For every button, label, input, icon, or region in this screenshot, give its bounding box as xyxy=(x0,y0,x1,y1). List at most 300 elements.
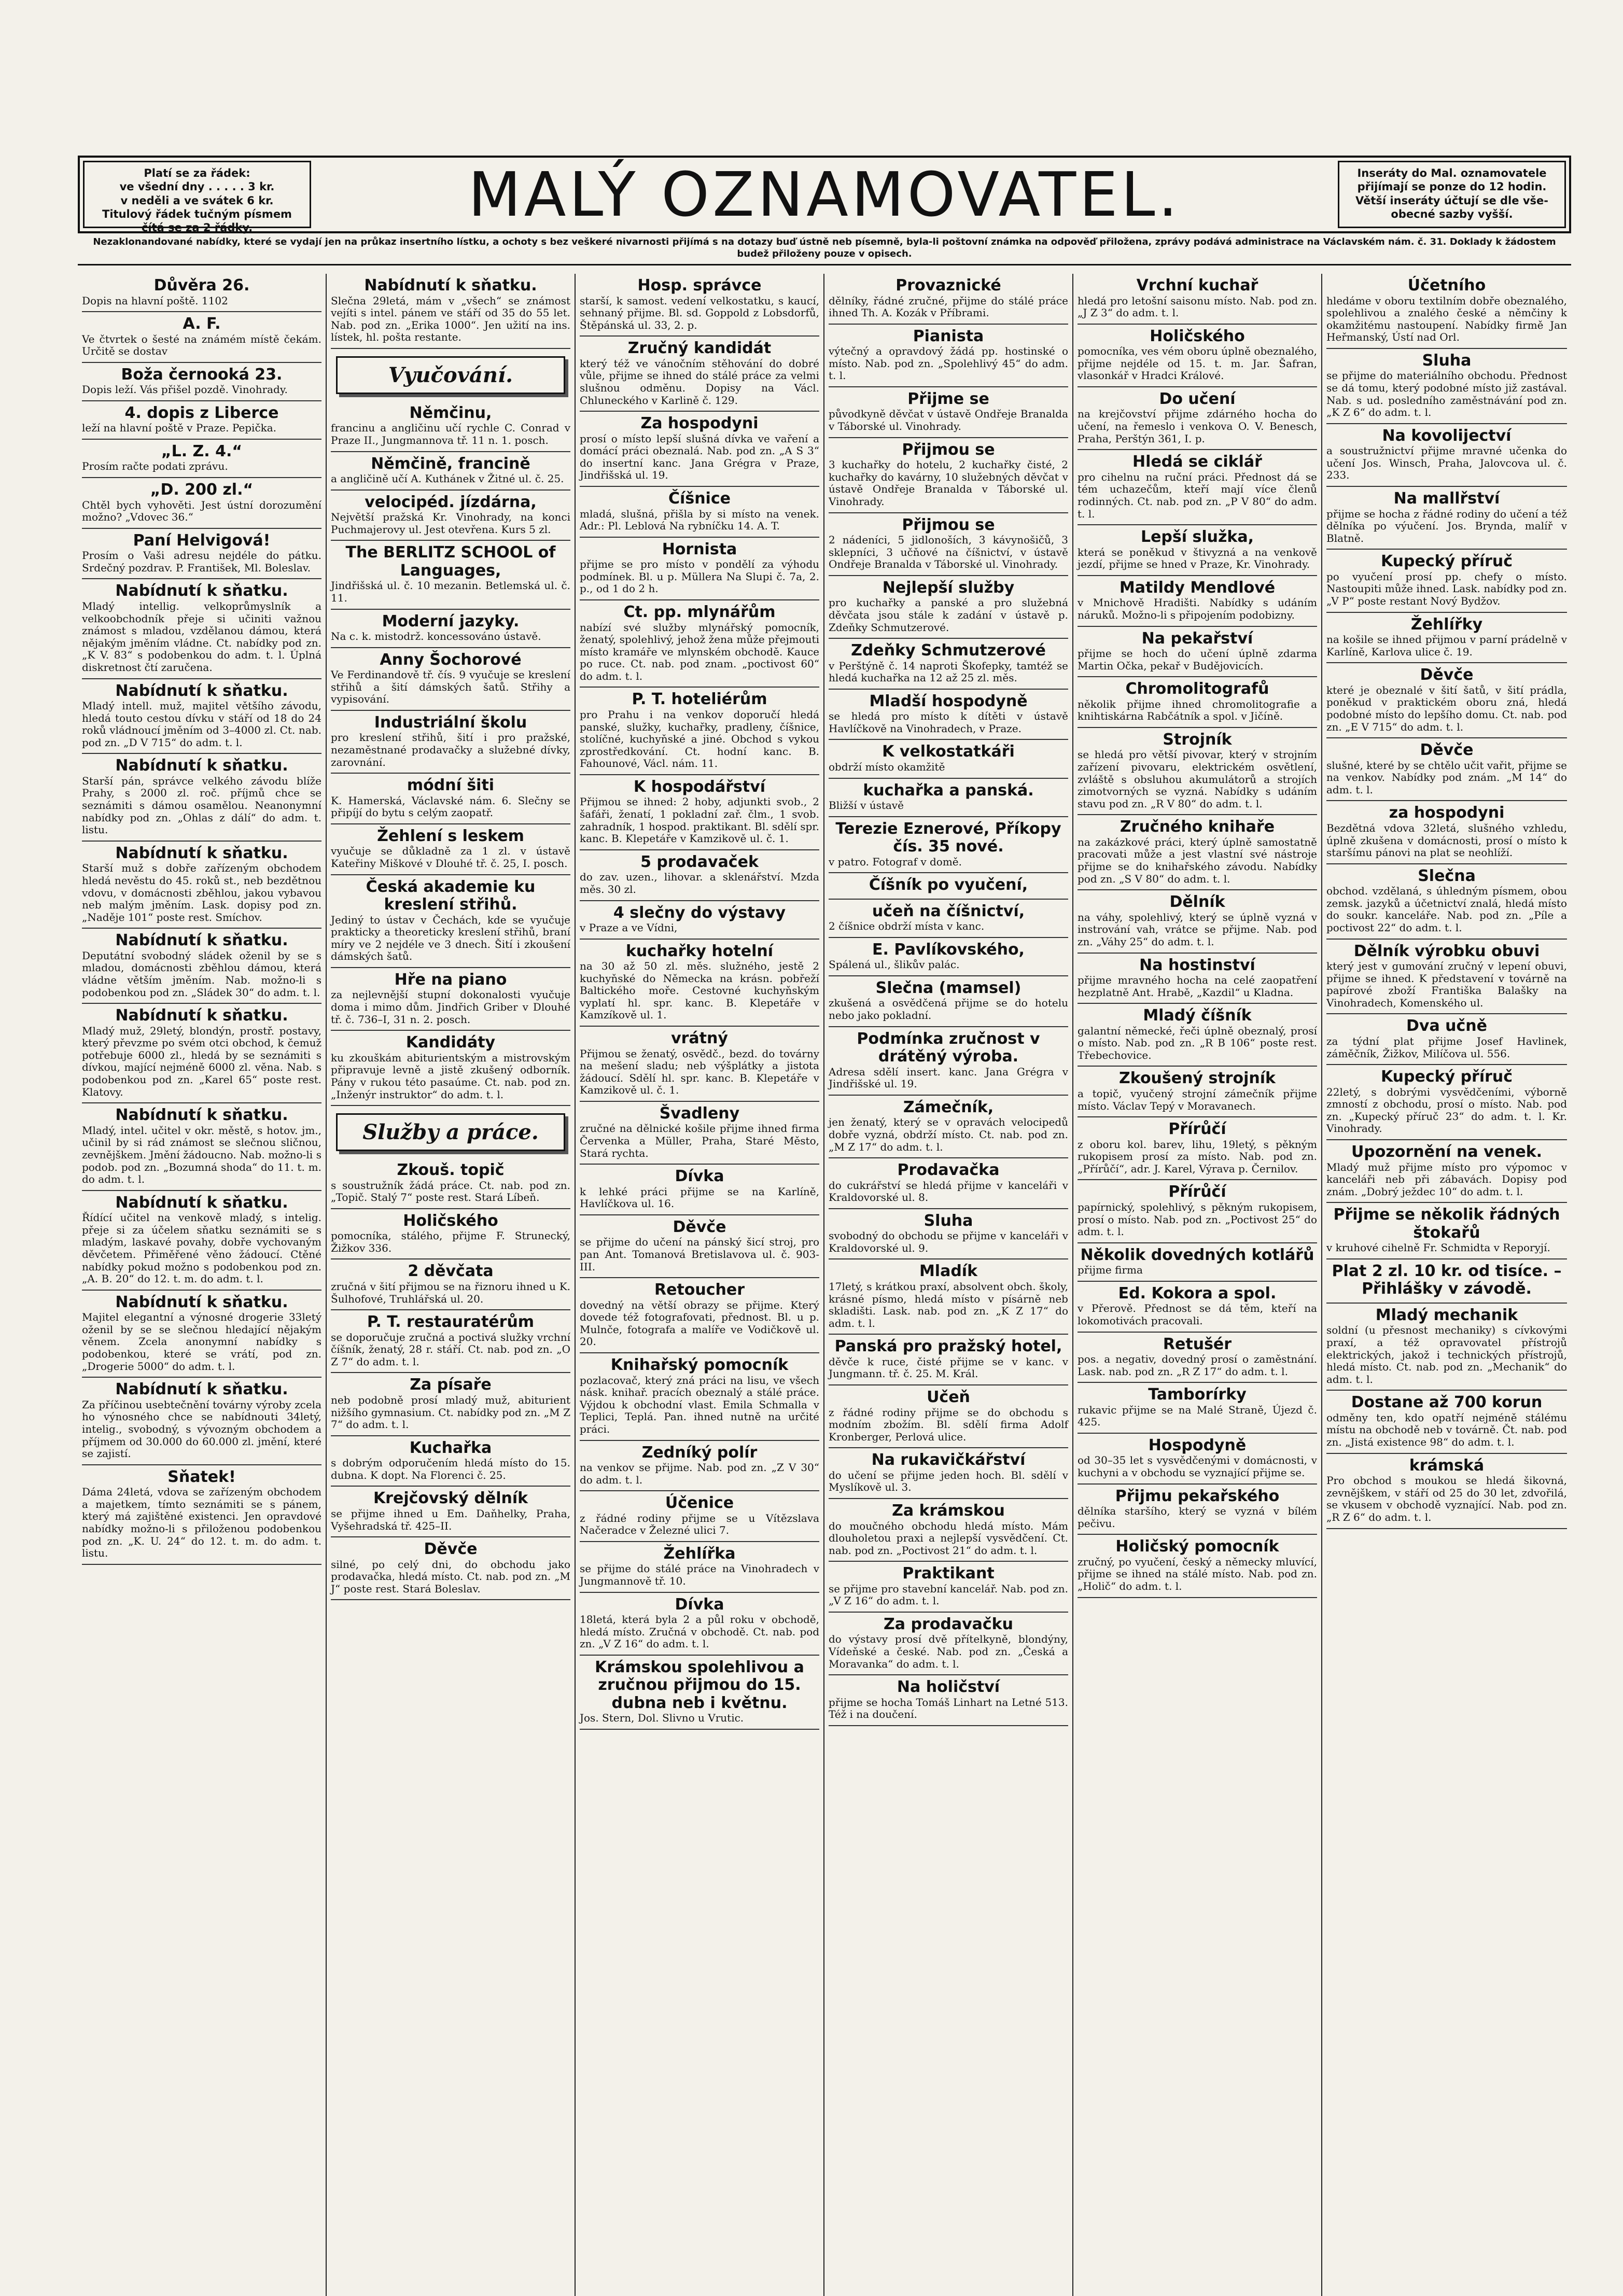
ad-body: obchod. vzdělaná, s úhledným písmem, obou zemsk. jazyků a účetnictví znalá, hledá místo do soukr. kanceláře. Nab. pod zn. „Píle a poctivost 22“ do adm. t. l. xyxy=(1326,885,1567,934)
classified-ad xyxy=(82,1103,321,1191)
ad-body: Mladý muž, 29letý, blondýn, prostř. postavy, který převzme po svém otci obchod, k čemuž potřebuje 6000 zl., hledá by se seznámiti s dívkou, mající nejméně 6000 zl. věna. Nab. s podobenkou pod zn. „Karel 65“ poste rest. Klatovy. xyxy=(82,1024,321,1098)
classified-ad xyxy=(1326,349,1567,424)
ad-headline: Hospodyně xyxy=(1148,1436,1247,1454)
ad-headline: Hornista xyxy=(662,540,737,558)
classified-ad xyxy=(331,274,570,349)
ads-columns xyxy=(78,274,1571,2296)
ad-headline: za hospodyni xyxy=(1389,804,1505,822)
ad-headline: Němčinu, xyxy=(409,403,492,422)
ads-column xyxy=(1073,274,1322,2296)
ad-headline: A. F. xyxy=(183,315,221,333)
ad-body: se přijme do učení na pánský šicí stroj, pro pan Ant. Tomanová Bretislavova ul. č. 903-III. xyxy=(580,1236,819,1273)
ad-headline: Holičský pomocník xyxy=(1115,1537,1279,1556)
ad-body: Mladý muž přijme místo pro výpomoc v kanceláři neb při zábavách. Dopisy pod znám. „Dobrý ježdec 10“ do adm. t. l. xyxy=(1326,1160,1567,1198)
ad-headline: Zručného knihaře xyxy=(1120,818,1275,836)
classified-ad xyxy=(1078,627,1317,678)
ad-body: nabízí své služby mlynářský pomocník, ženatý, spolehlivý, jehož žena může přejmouti místo kramáře ve mlynském obchodě. Kauce po ruce. Ct. nab. pod znam. „poctivost 60“ do adm. t. l. xyxy=(580,621,819,682)
ad-headline: Česká akademie ku kreslení střihů. xyxy=(366,877,536,914)
ad-body: Adresa sdělí insert. kanc. Jana Grégra v Jindřišské ul. 19. xyxy=(829,1065,1068,1090)
ad-body: k lehké práci přijme se na Karlíně, Havlíčkova ul. 16. xyxy=(580,1185,819,1210)
ad-headline: Anny Šochorové xyxy=(380,650,522,669)
ad-headline: Přijmou se xyxy=(902,515,995,534)
ad-body: a angličině učí A. Kuthánek v Žitné ul. č. 25. xyxy=(331,472,564,485)
classified-ad xyxy=(82,1378,321,1465)
ad-body: Dopis na hlavní poště. 1102 xyxy=(82,294,228,307)
ad-body: Největší pražská Kr. Vinohrady, na konci Puchmajerovy ul. Jest otevřena. Kurs 5 zl. xyxy=(331,511,570,536)
classified-ad xyxy=(331,610,570,648)
classified-ad xyxy=(580,850,819,901)
classified-ad xyxy=(1078,954,1317,1004)
ad-headline: Za prodavačku xyxy=(884,1615,1013,1633)
ad-headline: Děvče xyxy=(1420,741,1474,760)
ad-headline: Mladý číšník xyxy=(1143,1006,1252,1025)
ad-body: za nejlevnější stupní dokonalosti vyučuje doma i mimo dům. Jindřich Griber v Dlouhé tř. č. 736–I, 31 n. 2. posch. xyxy=(331,988,570,1026)
classified-ad xyxy=(1078,387,1317,450)
ad-body: Dáma 24letá, vdova se zařízeným obchodem a majetkem, tímto seznámiti se s pánem, který má zajištěné existenci. Jen opravdové nabídky možno-li s přiloženou podobenkou pod zn. „K. U. 24“ do 12. t. m. do adm. t. listu. xyxy=(82,1486,321,1560)
classified-ad xyxy=(1326,663,1567,738)
classified-ad xyxy=(829,690,1068,740)
ad-body: zručný, po vyučení, český a německy mluvící, přijme se ihned na stálé místo. Nab. pod zn. „Holič“ do adm. t. l. xyxy=(1078,1555,1317,1592)
ad-headline: Praktikant xyxy=(902,1564,995,1583)
ad-headline: Na rukavičkářství xyxy=(871,1451,1026,1469)
ads-column xyxy=(78,274,327,2296)
classified-ad xyxy=(829,1499,1068,1562)
ad-headline: K hospodářství xyxy=(633,777,766,796)
ad-body: Jindřišská ul. č. 10 mezanin. Betlemská ul. č. 11. xyxy=(331,579,570,604)
ad-headline: Přijme se xyxy=(907,389,989,408)
ad-body: který jest v gumování zručný v lepení obuvi, přijme se ihned. K představení v továrně na papírové zboží Františka Balašky na Vinohradech, Komenského ul. xyxy=(1326,960,1567,1009)
ad-body: Přijmou se ihned: 2 hoby, adjunkti svob., 2 šafáři, ženatí, 1 pokladní zař. člm., 1 svob. zahradník, 1 hospod. praktikant. Bl. sdělí spr. kanc. B. Klepetáře v Kamzikově ul. č. 1. xyxy=(580,795,819,845)
ad-headline: Nabídnutí k sňatku. xyxy=(115,844,288,862)
ad-body: na váhy, spolehlivý, který se úplně vyzná v instrování vah, vrátce se přijme. Nab. pod zn. „Váhy 25“ do adm. t. l. xyxy=(1078,911,1317,948)
ad-headline: Důvěra 26. xyxy=(153,276,250,295)
ad-headline: Lepší služka, xyxy=(1140,528,1254,547)
classified-ad xyxy=(1078,274,1317,325)
classified-ad xyxy=(829,1209,1068,1260)
ad-body: v Přerově. Přednost se dá těm, kteří na lokomotivách pracovali. xyxy=(1078,1302,1317,1327)
ad-body: rukavic přijme se na Malé Straně, Újezd č. 425. xyxy=(1078,1403,1317,1429)
ad-headline: Nejlepší služby xyxy=(882,578,1015,597)
ad-body: z řádné rodiny přijme se do obchodu s modním zbožím. Bl. sdělí firma Adolf Kronberger, Perlová ulice. xyxy=(829,1406,1068,1443)
classified-ad xyxy=(829,1613,1068,1675)
ad-body: pos. a negativ, dovedný prosí o zaměstnání. Lask. nab. pod zn. „R Z 17“ do adm. t. l. xyxy=(1078,1353,1317,1378)
ad-body: svobodný do obchodu se přijme v kanceláři v Kraldovorské ul. 9. xyxy=(829,1229,1068,1254)
ad-body: do učení se přijme jeden hoch. Bl. sdělí v Myslíkově ul. 3. xyxy=(829,1468,1068,1494)
ad-headline: Plat 2 zl. 10 kr. od tisíce. – Přihlášky v závodě. xyxy=(1332,1262,1562,1298)
ad-body: Slečna 29letá, mám v „všech“ se známost vejíti s intel. pánem ve stáří od 35 do 55 let. Nab. pod zn. „Erika 1000“. Jen užití na ins. lístek, hl. pošta restante. xyxy=(331,294,570,344)
ad-body: který též ve vánočním stěhování do dobré vůle, přijme se ihned do stálé práce za velmi slušnou odměnu. Dopisy na Václ. Chluneckého v Karlině č. 129. xyxy=(580,357,819,407)
ad-headline: Chromolitografů xyxy=(1125,680,1269,698)
ad-headline: velocipéd. jízdárna, xyxy=(365,493,537,511)
ad-body: prosí o místo lepší slušná dívka ve vaření a domácí práci obeznalá. Nab. pod zn. „A S 3“ do insertní kanc. Jana Grégra v Praze, Jindřišská ul. 19. xyxy=(580,432,819,482)
ad-headline: módní šiti xyxy=(407,776,495,795)
classified-ad xyxy=(1078,815,1317,890)
ad-headline: Dostane až 700 korun xyxy=(1351,1393,1543,1412)
classified-ad xyxy=(580,1542,819,1593)
classified-ad xyxy=(331,401,570,452)
ad-body: v Praze a ve Vídni, xyxy=(580,921,678,934)
classified-ad xyxy=(331,1031,570,1106)
classified-ad xyxy=(580,1353,819,1440)
ad-body: Bezdětná vdova 32letá, slušného vzhledu, úplně zkušena v domácnosti, prosí o místo k staršímu pánovi na plat se neohlíží. xyxy=(1326,821,1567,859)
ad-body: 22letý, s dobrými vysvědčeními, výborně zmností z obchodu, prosí o místo. Nab. pod zn. „Kupecký příruč 23“ do adm. t. l. Kr. Vinohrady. xyxy=(1326,1085,1567,1135)
classified-ad xyxy=(829,938,1068,976)
classified-ad xyxy=(1326,1391,1567,1453)
ad-body: Pro obchod s moukou se hledá šikovná, zevnějškem, v stáří od 25 do 30 let, zdvořilá, se vkusem v obchodě vyznající. Nab. pod zn. „R Z 6“ do adm. t. l. xyxy=(1326,1474,1567,1523)
ad-body: se hledá pro větší pivovar, který v strojním zařízení pivovaru, elektrickém osvětlení, zvláště s obsluhou akumulátorů a strojích zimotvorných se vyzná. Nabídky s udáním stavu pod zn. „R V 80“ do adm. t. l. xyxy=(1078,748,1317,810)
ad-body: do cukrářství se hledá přijme v kanceláři v Kraldovorské ul. 8. xyxy=(829,1179,1068,1204)
ad-headline: P. T. restauratérům xyxy=(367,1313,535,1332)
classified-ad xyxy=(829,576,1068,639)
classified-ad xyxy=(331,541,570,609)
ad-body: z oboru kol. barev, lihu, 19letý, s pěkným rukopisem prosí za místo. Nab. pod zn. „Přírůčí“, adr. J. Karel, Výrava p. Černilov. xyxy=(1078,1138,1317,1175)
classified-ad xyxy=(82,679,321,754)
classified-ad xyxy=(1326,550,1567,612)
classified-ad xyxy=(82,1191,321,1291)
ad-body: do zav. uzen., lihovar. a sklenářství. Mzda měs. 30 zl. xyxy=(580,871,819,895)
ad-headline: krámská xyxy=(1409,1456,1485,1475)
classified-ad xyxy=(82,478,321,529)
ad-headline: Industriální školu xyxy=(374,713,527,732)
ad-body: 18letá, která byla 2 a půl roku v obchodě, hledá místo. Zručná v obchodě. Ct. nab. pod zn. „V Z 16“ do adm. t. l. xyxy=(580,1613,819,1650)
ad-headline: Mladík xyxy=(919,1262,978,1281)
classified-ad xyxy=(331,1158,570,1209)
ad-headline: Nabídnutí k sňatku. xyxy=(115,681,288,700)
classified-ad xyxy=(82,312,321,363)
classified-ad xyxy=(580,1441,819,1492)
classified-ad xyxy=(1326,424,1567,487)
ad-headline: Kandidáty xyxy=(405,1033,496,1052)
classified-ad xyxy=(829,438,1068,513)
ad-headline: učeň na číšnictví, xyxy=(872,902,1025,920)
ad-headline: Několik dovedných kotlářů xyxy=(1080,1245,1314,1264)
ad-headline: Do učení xyxy=(1159,389,1236,408)
ad-body: po vyučení prosí pp. chefy o místo. Nastoupiti může ihned. Lask. nabídky pod zn. „V P“ poste restant Nový Bydžov. xyxy=(1326,570,1567,607)
ad-body: na krejčovství přijme zdárného hocha do učení, na řemeslo i venkova O. V. Benesch, Praha, Perštýn 361, I. p. xyxy=(1078,408,1317,445)
ad-body: odměny ten, kdo opatří nejméně stálému místu na obchodě neb v továrně. Čt. nab. pod zn. „Jistá existence 98“ do adm. t. l. xyxy=(1326,1411,1567,1449)
ad-headline: Přijmou se xyxy=(902,440,995,459)
ad-headline: „D. 200 zl.“ xyxy=(150,481,254,499)
classified-ad xyxy=(829,1562,1068,1613)
ad-headline: Žehlířka xyxy=(663,1544,736,1563)
ad-headline: Mladý mechanik xyxy=(1375,1306,1518,1324)
classified-ad xyxy=(82,842,321,929)
ad-headline: E. Pavlíkovského, xyxy=(872,940,1025,959)
ad-body: s soustružník žádá práce. Ct. nab. pod zn. „Topič. Stalý 7“ poste rest. Stará Líbeň. xyxy=(331,1179,570,1204)
classified-ad xyxy=(331,1436,570,1487)
classified-ad xyxy=(1326,1065,1567,1140)
ad-headline: Nabídnutí k sňatku. xyxy=(364,276,537,295)
ad-headline: Dívka xyxy=(675,1595,724,1614)
ad-body: na košile se ihned přijmou v parní prádelně v Karlíně, Karlova ulice č. 19. xyxy=(1326,633,1567,658)
ad-body: Mladý intell. muž, majitel většího závodu, hledá touto cestou dívku v stáří od 18 do 24 roků vládnoucí jměním od 3–4000 zl. Ct. nab. pod zn. „D V 715“ do adm. t. l. xyxy=(82,699,321,749)
classified-ad xyxy=(1078,1383,1317,1434)
ad-headline: Kupecký příruč xyxy=(1380,1068,1513,1086)
ad-headline: Hosp. správce xyxy=(637,276,762,295)
ad-headline: Moderní jazyky. xyxy=(382,612,520,631)
ad-headline: Provaznické xyxy=(896,276,1001,295)
classified-ad xyxy=(580,600,819,688)
ad-headline: Retušér xyxy=(1163,1335,1232,1353)
classified-ad xyxy=(580,412,819,487)
ad-body: K. Hamerská, Václavské nám. 6. Slečny se připíjí do bytu s celým zaopatř. xyxy=(331,794,570,819)
ad-body: z řádné rodiny přijme se u Vítězslava Načeradce v Železné ulici 7. xyxy=(580,1511,819,1537)
ad-headline: Zkoušený strojník xyxy=(1119,1069,1276,1088)
section-heading: Vyučování. xyxy=(336,356,565,394)
ad-body: se přijme do stálé práce na Vinohradech v Jungmannově tř. 10. xyxy=(580,1562,819,1587)
classified-ad xyxy=(580,901,819,940)
classified-ad xyxy=(580,1027,819,1102)
classified-ad xyxy=(580,775,819,850)
ad-headline: Pianista xyxy=(913,327,984,345)
ad-headline: Nabídnutí k sňatku. xyxy=(115,1193,288,1212)
classified-ad xyxy=(1078,1067,1317,1117)
ad-body: a soustružnictví přijme mravné učenka do učení Jos. Winsch, Praha, Jalovcova ul. č. 233. xyxy=(1326,444,1567,482)
classified-ad xyxy=(829,1385,1068,1448)
ad-headline: Nabídnutí k sňatku. xyxy=(115,1106,288,1125)
ads-column xyxy=(327,274,576,2296)
classified-ad xyxy=(1078,1117,1317,1180)
ad-headline: P. T. hoteliérům xyxy=(632,690,767,709)
classified-ad xyxy=(82,929,321,1004)
ad-headline: „L. Z. 4.“ xyxy=(161,442,243,460)
ad-body: přijme se hocha Tomáš Linhart na Letné 513. Též i na doučení. xyxy=(829,1696,1068,1721)
classified-ad xyxy=(580,487,819,538)
classified-ad xyxy=(331,648,570,711)
ad-body: které je obeznalé v šití šatů, v šití prádla, poněkud v praktickém oboru zná, hledá podobné místo do lepšího domu. Ct. nab. pod zn. „E V 715“ do adm. t. l. xyxy=(1326,683,1567,733)
ad-headline: Hledá se ciklář xyxy=(1132,453,1262,471)
ad-headline: 5 prodavaček xyxy=(640,852,759,871)
classified-ad xyxy=(829,513,1068,576)
ad-headline: 4 slečny do výstavy xyxy=(613,903,786,922)
ad-headline: Strojník xyxy=(1163,730,1232,749)
classified-ad xyxy=(829,976,1068,1027)
ad-headline: Nabídnutí k sňatku. xyxy=(115,1006,288,1025)
ad-headline: Paní Helvigová! xyxy=(133,531,271,550)
ad-headline: Terezie Eznerové, Příkopy čís. 35 nové. xyxy=(835,819,1061,856)
ad-headline: Zedníký polír xyxy=(641,1443,758,1462)
ad-body: leží na hlavní poště v Praze. Pepička. xyxy=(82,422,277,435)
ad-body: soldní (u přesnost mechaniky) s cívkovými praxí, a též opravovatel přístrojů elektrických, jakož i technických přístrojů, hledá místo. Ct. nab. pod zn. „Mechanik“ do adm. t. l. xyxy=(1326,1324,1567,1385)
ad-body: v patro. Fotograf v domě. xyxy=(829,855,962,868)
classified-ad xyxy=(829,817,1068,874)
ad-body: dělníky, řádné zručné, přijme do stálé práce ihned Th. A. Kozák v Příbrami. xyxy=(829,294,1068,319)
ad-body: se přijme pro stavební kancelář. Nab. pod zn. „V Z 16“ do adm. t. l. xyxy=(829,1582,1068,1607)
ad-headline: Dělník xyxy=(1169,893,1225,912)
classified-ad xyxy=(829,779,1068,817)
ads-column xyxy=(824,274,1073,2296)
ad-headline: Za písaře xyxy=(410,1376,492,1394)
classified-ad xyxy=(580,274,819,337)
ad-body: ku zkouškám abiturientským a mistrovským připravuje levně a jistě zkušený odborník. Pány v rukou této pasaúme. Ct. nab. pod zn. „Inženýr instruktor“ do adm. t. l. xyxy=(331,1051,570,1101)
classified-ad xyxy=(82,440,321,478)
ad-headline: Nabídnutí k sňatku. xyxy=(115,757,288,775)
classified-ad xyxy=(1326,1203,1567,1259)
ad-headline: 4. dopis z Liberce xyxy=(124,403,279,422)
ad-headline: Prodavačka xyxy=(897,1161,1000,1180)
ad-headline: Holičského xyxy=(403,1211,498,1230)
classified-ad xyxy=(580,1491,819,1542)
classified-ad xyxy=(1326,801,1567,864)
classified-ad xyxy=(1326,1014,1567,1065)
ad-headline: Děvče xyxy=(424,1540,478,1559)
ad-headline: Tamborírky xyxy=(1148,1385,1247,1404)
ad-body: papírnický, spolehlivý, s pěkným rukopisem, prosí o místo. Nab. pod zn. „Poctivost 25“ do adm. t. l. xyxy=(1078,1200,1317,1238)
classified-ad xyxy=(1078,728,1317,815)
classified-ad xyxy=(331,1537,570,1600)
ad-body: přijme firma xyxy=(1078,1264,1143,1277)
ad-body: pomocníka, stálého, přijme F. Strunecký, Žižkov 336. xyxy=(331,1229,570,1254)
ad-body: přijme se hocha z řádné rodiny do učení a též dělníka po výučení. Jos. Brynda, malíř v Blatně. xyxy=(1326,507,1567,544)
ad-body: Prosím račte podati zprávu. xyxy=(82,460,228,473)
ad-body: Dopis leží. Vás přišel pozdě. Vinohrady. xyxy=(82,383,288,396)
classified-ad xyxy=(829,873,1068,900)
ad-headline: Panská pro pražský hotel, xyxy=(834,1337,1062,1356)
ad-body: starší, k samost. vedení velkostatku, s kaucí, sehnaný přijme. Bl. sd. Goppold z Lobsdorfů, Štěpánská ul. 33, 2. p. xyxy=(580,294,819,331)
ad-body: vyučuje se důkladně za 1 zl. v ústavě Kateřiny Miškové v Dlouhé tř. č. 25, I. posch. xyxy=(331,845,570,870)
classified-ad xyxy=(331,452,570,491)
ad-body: Starší pán, správce velkého závodu blíže Prahy, s 2000 zl. roč. příjmů chce se seznámiti s dámou osamělou. Neanonymní nabídky pod zn. „Ohlas z dálí“ do adm. t. listu. xyxy=(82,774,321,836)
ad-headline: Nabídnutí k sňatku. xyxy=(115,582,288,600)
ad-headline: Účenice xyxy=(665,1494,734,1513)
ad-headline: Na hostinství xyxy=(1139,956,1255,974)
classified-ad xyxy=(331,1209,570,1260)
ad-body: dělníka staršího, který se vyzná v bílém pečivu. xyxy=(1078,1505,1317,1530)
classified-ad xyxy=(1078,576,1317,627)
ad-body: v kruhové cihelně Fr. Schmidta v Reporyjí. xyxy=(1326,1241,1550,1254)
ad-headline: vrátný xyxy=(671,1029,728,1048)
ad-body: s dobrým odporučením hledá místo do 15. dubna. K dopt. Na Florenci č. 25. xyxy=(331,1457,570,1481)
ad-headline: Ed. Kokora a spol. xyxy=(1118,1284,1277,1303)
ad-body: přijme se pro místo v pondělí za výhodu podmínek. Bl. u p. Müllera Na Slupi č. 7a, 2. p., od 1 do 2 h. xyxy=(580,558,819,595)
classified-ad xyxy=(1078,1282,1317,1333)
ad-headline: Přijme se několik řádných štokařů xyxy=(1333,1206,1560,1242)
classified-ad xyxy=(82,579,321,679)
ad-headline: Sluha xyxy=(1422,351,1472,370)
classified-ad xyxy=(1326,487,1567,550)
classified-ad xyxy=(829,1096,1068,1158)
ad-headline: Zkouš. topič xyxy=(397,1161,505,1180)
ad-headline: Číšník po vyučení, xyxy=(869,876,1028,894)
classified-ad xyxy=(82,529,321,580)
ad-headline: Zámečník, xyxy=(903,1098,994,1116)
classified-ad xyxy=(1326,738,1567,801)
ad-body: výtečný a opravdový žádá pp. hostinské o místo. Nab. pod zn. „Spolehlivý 45“ do adm. t. l. xyxy=(829,345,1068,382)
pricing-box: Platí se za řádek: ve všední dny . . . . . 3 kr. v neděli a ve svátek 6 kr. Titulový řádek tučným písmem čítá se za 2 řádky. xyxy=(83,161,311,228)
ad-body: neb podobně prosí mladý muž, abiturient nižšího gymnasium. Ct. nabídky pod zn. „M Z 7“ do adm. t. l. xyxy=(331,1393,570,1431)
ad-body: několik přijme ihned chromolitografie a knihtiskárna Rabčátník a spol. v Jičíně. xyxy=(1078,697,1317,723)
classified-ad xyxy=(1078,1243,1317,1282)
classified-ad xyxy=(1326,940,1567,1015)
classified-ad xyxy=(331,1487,570,1537)
classified-ad xyxy=(1078,525,1317,576)
ad-headline: Boža černooká 23. xyxy=(121,365,283,384)
classified-ad xyxy=(829,1675,1068,1726)
ad-body: se hledá pro místo k dítěti v ústavě Havlíčkově na Vinohradech, v Praze. xyxy=(829,710,1068,735)
classified-ad xyxy=(82,1004,321,1103)
ad-body: jen ženatý, který se v opravách velocipedů dobře vyzná, obdrží místo. Ct. nab. pod zn. „M Z 17“ do adm. t. l. xyxy=(829,1116,1068,1153)
classified-ad xyxy=(829,1335,1068,1385)
classified-ad xyxy=(82,754,321,841)
ad-headline: Knihařský pomocník xyxy=(610,1356,789,1375)
ad-body: se doporučuje zručná a poctivá služky vrchní číšník, ženatý, 28 r. stáří. Ct. nab. pod zn. „O Z 7“ do adm. t. l. xyxy=(331,1331,570,1368)
classified-ad xyxy=(829,1448,1068,1499)
classified-ad xyxy=(580,1593,819,1656)
classified-ad xyxy=(580,1215,819,1278)
classified-ad xyxy=(331,1310,570,1373)
ad-body: Chtěl bych vyhověti. Jest ústní dorozumění možno? „Vdovec 36.“ xyxy=(82,498,321,524)
ad-body: Prosím o Vaši adresu nejdéle do pátku. Srdečný pozdrav. P. František, Ml. Boleslav. xyxy=(82,549,321,574)
ad-body: Deputátní svobodný sládek oženil by se s mladou, domácnosti zběhlou dámou, která vládne větším jměním. Nab. možno-li s podobenkou pod zn. „Sládek 30“ do adm. t. l. xyxy=(82,949,321,999)
ad-headline: Sluha xyxy=(924,1211,973,1230)
ad-headline: Kuchařka xyxy=(409,1438,492,1457)
ad-body: od 30–35 let s vysvědčenými v domácnosti, v kuchyni a v obchodu se vyznající přijme se. xyxy=(1078,1454,1317,1479)
ad-headline: Nabídnutí k sňatku. xyxy=(115,1293,288,1311)
classified-ad xyxy=(1078,1434,1317,1485)
ad-body: hledá pro letošní saisonu místo. Nab. pod zn. „J Z 3“ do adm. t. l. xyxy=(1078,294,1317,319)
classified-ad xyxy=(331,1259,570,1310)
ad-body: v Mnichově Hradišti. Nabídky s udáním náruků. Možno-li s připojením podobizny. xyxy=(1078,596,1317,621)
ad-body: Ve Ferdinandově tř. čís. 9 vyučuje se kreslení střihů a šití dámských šatů. Střihy a vypisování. xyxy=(331,668,570,706)
masthead xyxy=(78,156,1571,233)
classified-ad xyxy=(829,325,1068,387)
newspaper-page xyxy=(78,156,1571,2296)
classified-ad xyxy=(82,1465,321,1565)
ad-body: Řídící učitel na venkově mladý, s intelig. přeje si za účelem sňatku seznámiti se s mladým, laskavé povahy, dobře vychovaným děvčetem. Přiměřené věno žádoucí. Ctěné nabídky pokud možno s podobenkou pod zn. „A. B. 20“ do 12. t. m. do adm. t. l. xyxy=(82,1211,321,1285)
classified-ad xyxy=(82,363,321,401)
ad-body: se přijme ihned u Em. Daňhelky, Praha, Vyšehradská tř. 425–II. xyxy=(331,1507,570,1532)
classified-ad xyxy=(580,940,819,1027)
ad-headline: Děvče xyxy=(1420,666,1474,684)
ad-body: mladá, slušná, přišla by si místo na venek. Adr.: Pl. Leblová Na rybníčku 14. A. T. xyxy=(580,507,819,533)
ad-headline: Na pekařství xyxy=(1141,629,1253,648)
classified-ad xyxy=(829,639,1068,690)
ad-headline: Dva učně xyxy=(1406,1017,1487,1035)
ads-column xyxy=(576,274,824,2296)
ad-body: a topič, vyučený strojní zámečník přijme místo. Václav Tepý v Moravanech. xyxy=(1078,1087,1317,1112)
ad-body: 17letý, s krátkou praxí, absolvent obch. školy, krásné písmo, hledá místo v písárně neb skladišti. Lask. nab. pod zn. „K Z 17“ do adm. t. l. xyxy=(829,1280,1068,1329)
ad-body: zručné na dělnické košile přijme ihned firma Červenka a Müller, Praha, Staré Město, Stará rychta. xyxy=(580,1122,819,1159)
ad-headline: K velkostatkáři xyxy=(882,743,1015,761)
ad-body: pozlacovač, který zná práci na lisu, ve všech násk. knihař. pracích obeznalý a stálé práce. Výjdou k obchodní vlast. Emila Schmalla v Teplici, Teplá. Pan. ihned nutně na určité práci. xyxy=(580,1374,819,1435)
ad-headline: Za krámskou xyxy=(892,1502,1005,1520)
ad-body: Jediný to ústav v Čechách, kde se vyučuje prakticky a theoreticky kreslení střihů, braní míry ve 2 nejdéle ve 3 dnech. Šití i zkoušení dámských šatů. xyxy=(331,913,570,963)
ad-body: Za příčinou usebtečnění továrny výroby zcela ho výnosného chce se nabídnouti 34letý, intelig., svobodný, s vývozným obchodem a příjmem od 30.000 do 60.000 zl. jmění, které se zajistí. xyxy=(82,1398,321,1460)
ad-body: zručná v šití přijmou se na řiznoru ihned u K. Šulhofové, Truhlářská ul. 20. xyxy=(331,1280,570,1305)
classified-ad xyxy=(829,1027,1068,1096)
classified-ad xyxy=(331,824,570,875)
ad-body: Přijmou se ženatý, osvědč., bezd. do továrny na mešení sladu; neb výšplátky a jistota žádoucí. Sdělí hl. spr. kanc. B. Klepetáře v Kamzikově ul. č. 1. xyxy=(580,1047,819,1097)
classified-ad xyxy=(580,538,819,600)
classified-ad xyxy=(1326,1140,1567,1203)
ad-body: Mladý intellig. velkoprůmyslník a velkoobchodník přeje si učiniti važnou známost s mladou, vzdělanou dámou, která nějakým jměním vládne. Ct. nabídky pod zn. „K V. 83“ s podobenkou do adm. t. l. Úplná diskretnost čtí zaručena. xyxy=(82,599,321,674)
ad-body: 2 nádeníci, 5 jidlonoších, 3 kávynošičů, 3 sklepníci, 3 učňové na číšnictví, v ústavě Ondřeje Branalda v Táborské ul. Vinohrady. xyxy=(829,534,1068,571)
ad-body: 2 číšnice obdrží místa v kanc. xyxy=(829,920,985,933)
ad-headline: Krámskou spolehlivou a zručnou přijmou do 15. dubna neb i květnu. xyxy=(595,1658,804,1712)
ad-headline: Upozornění na venek. xyxy=(1351,1143,1543,1161)
ad-headline: Číšnice xyxy=(668,489,731,508)
ad-headline: Mladší hospodyně xyxy=(869,692,1028,710)
ad-body: do moučného obchodu hledá místo. Mám dlouholetou praxi a nejlepší vysvědčení. Ct. nab. pod zn. „Poctivost 21“ do adm. t. l. xyxy=(829,1519,1068,1557)
classified-ad xyxy=(82,1291,321,1378)
classified-ad xyxy=(580,1278,819,1353)
ad-body: Majitel elegantní a výnosné drogerie 33letý oženil by se se slečnou hledající nějakým věnem. Zcela anonymní nabídky s podobenkou, které se vrátí, pod zn. „Drogerie 5000“ do adm. t. l. xyxy=(82,1311,321,1373)
classified-ad xyxy=(331,875,570,968)
classified-ad xyxy=(580,1102,819,1165)
ad-body: do výstavy prosí dvě přítelkyně, blondýny, Vídeňské a české. Nab. pod zn. „Česká a Moravanka“ do adm. t. l. xyxy=(829,1633,1068,1670)
ad-headline: Přírůčí xyxy=(1168,1120,1226,1139)
ad-body: pro Prahu i na venkov doporučí hledá panské, služky, kuchařky, pradleny, číšnice, stolíčné, kuchyňské a jiné. Obchod s vykou zprostředkování. Ct. hodní kanc. B. Fahounové, Václ. nám. 11. xyxy=(580,708,819,770)
